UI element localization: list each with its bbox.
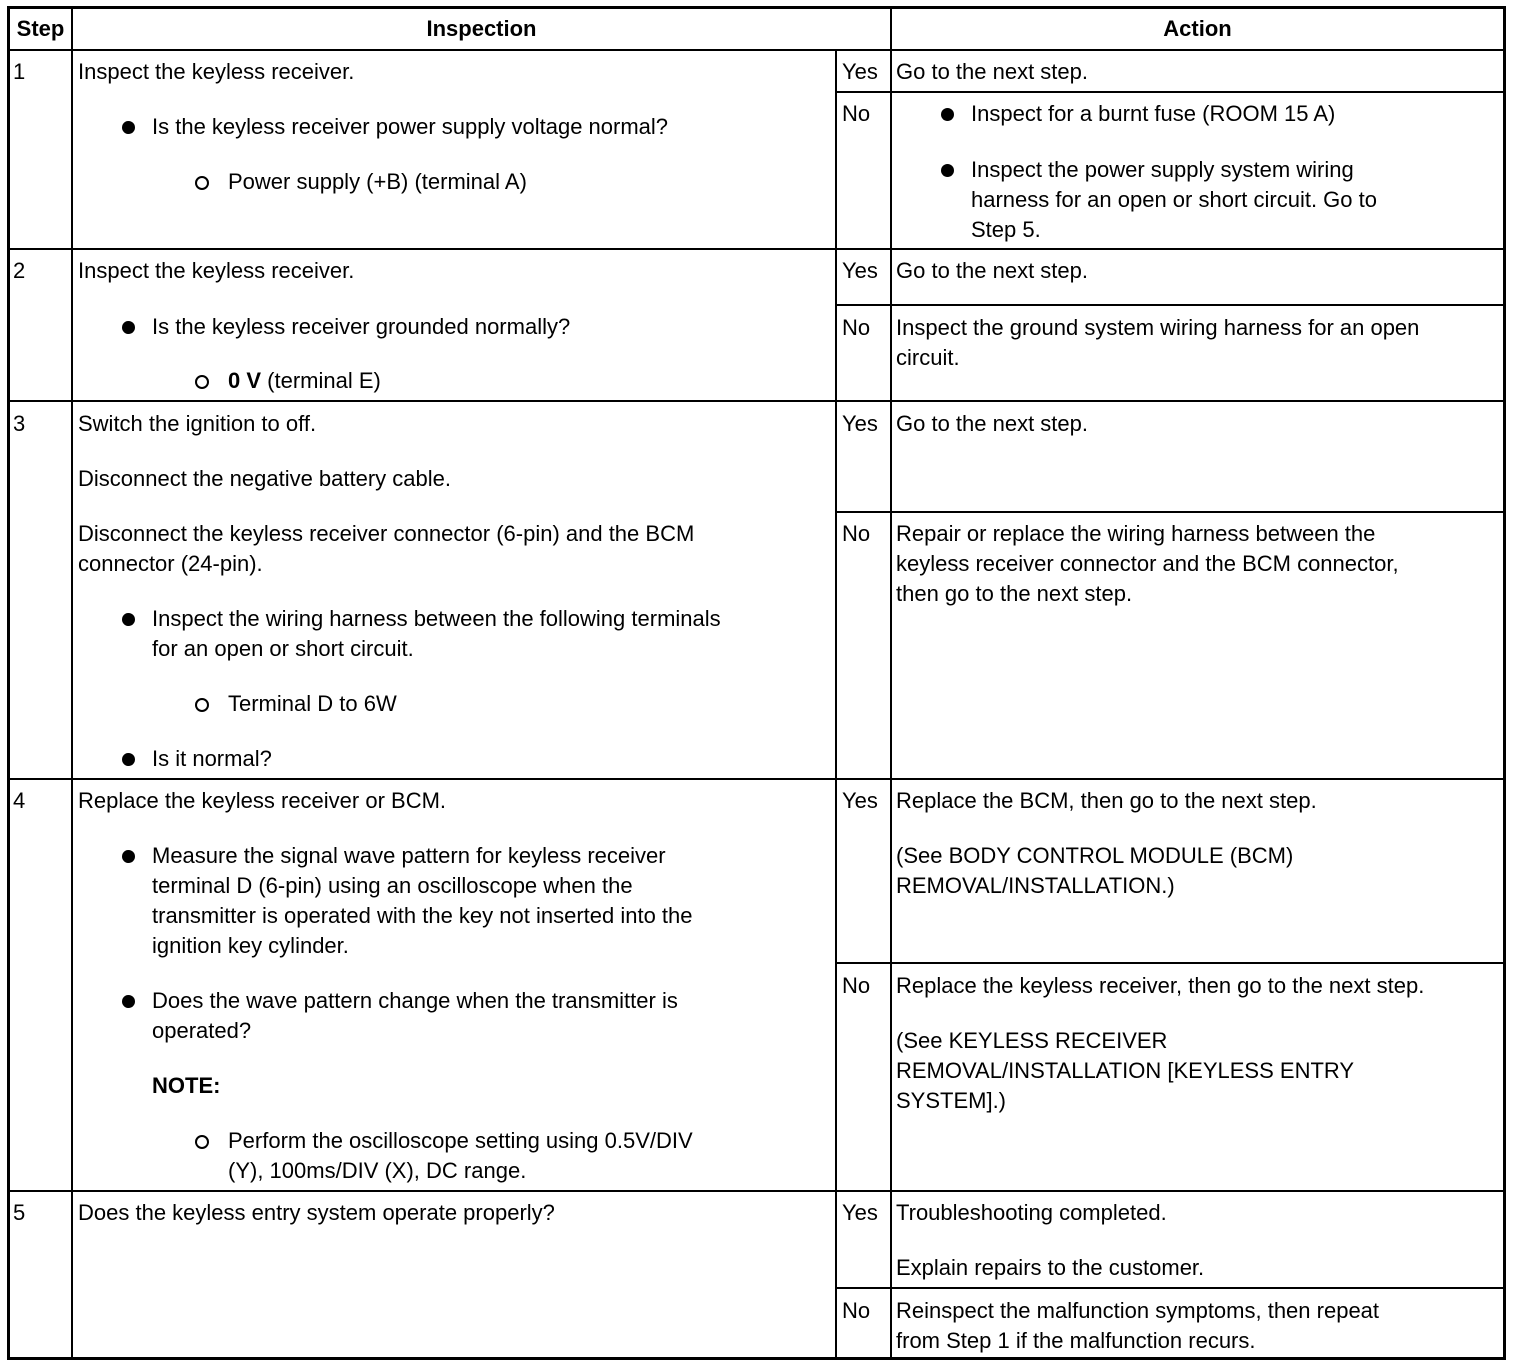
column-divider-yes-no xyxy=(835,49,837,1357)
reference-line: REMOVAL/INSTALLATION [KEYLESS ENTRY xyxy=(896,1058,1355,1083)
inspection-line: Perform the oscilloscope setting using 0.5V/DIV xyxy=(228,1128,693,1153)
no-action-line: from Step 1 if the malfunction recurs. xyxy=(896,1328,1256,1353)
inspection-bullet xyxy=(152,604,721,664)
row-divider xyxy=(10,1190,1503,1192)
no-action xyxy=(896,519,1399,609)
no-action xyxy=(896,1296,1379,1356)
row-divider xyxy=(10,778,1503,780)
no-action: Replace the keyless receiver, then go to the next step. xyxy=(896,973,1425,998)
inspection-line: Does the wave pattern change when the transmitter is xyxy=(152,988,678,1013)
inspection-text: Replace the keyless receiver or BCM. xyxy=(78,788,447,813)
step-number: 3 xyxy=(13,411,26,436)
inspection-bullet: Is it normal? xyxy=(152,744,272,774)
step-number: 5 xyxy=(13,1200,26,1225)
no-action-line: harness for an open or short circuit. Go to xyxy=(971,187,1377,212)
inspection-line: (Y), 100ms/DIV (X), DC range. xyxy=(228,1158,527,1183)
no-action-line: keyless receiver connector and the BCM connector, xyxy=(896,551,1399,576)
yes-no-divider xyxy=(835,511,1503,513)
no-action-bullet xyxy=(971,155,1377,245)
header-action: Action xyxy=(1163,16,1232,41)
inspection-text: Does the keyless entry system operate properly? xyxy=(78,1200,555,1225)
reference-line: (See KEYLESS RECEIVER xyxy=(896,1028,1168,1053)
no-action-line: Inspect the power supply system wiring xyxy=(971,157,1354,182)
no-action-line: then go to the next step. xyxy=(896,581,1133,606)
yes-label: Yes xyxy=(842,788,878,813)
step-number: 4 xyxy=(13,788,26,813)
yes-no-divider xyxy=(835,1287,1503,1289)
inspection-text: Inspect the keyless receiver. xyxy=(78,258,355,283)
inspection-sub-item: Terminal D to 6W xyxy=(228,689,397,719)
no-action-line: Reinspect the malfunction symptoms, then repeat xyxy=(896,1298,1380,1323)
no-action-line: Step 5. xyxy=(971,217,1041,242)
terminal-text: (terminal E) xyxy=(261,368,381,393)
yes-action: Go to the next step. xyxy=(896,258,1089,283)
yes-label: Yes xyxy=(842,411,878,436)
yes-label: Yes xyxy=(842,1200,878,1225)
reference-line: (See BODY CONTROL MODULE (BCM) xyxy=(896,843,1294,868)
step-number: 2 xyxy=(13,258,26,283)
inspection-line: connector (24-pin). xyxy=(78,551,263,576)
yes-label: Yes xyxy=(842,59,878,84)
inspection-sub-item xyxy=(228,1126,693,1186)
inspection-text: Disconnect the negative battery cable. xyxy=(78,466,452,491)
column-divider-action xyxy=(890,9,892,1357)
yes-label: Yes xyxy=(842,258,878,283)
inspection-line: for an open or short circuit. xyxy=(152,636,414,661)
row-divider xyxy=(10,400,1503,402)
inspection-bullet xyxy=(152,986,678,1046)
inspection-line: transmitter is operated with the key not inserted into the xyxy=(152,903,693,928)
no-label: No xyxy=(842,315,871,340)
no-reference xyxy=(896,1026,1354,1116)
yes-reference xyxy=(896,841,1293,901)
inspection-line: ignition key cylinder. xyxy=(152,933,349,958)
yes-action: Go to the next step. xyxy=(896,59,1089,84)
header-inspection: Inspection xyxy=(426,16,537,41)
no-label: No xyxy=(842,521,871,546)
no-action-bullet: Inspect for a burnt fuse (ROOM 15 A) xyxy=(971,99,1335,129)
no-action-line: Inspect the ground system wiring harness for an open xyxy=(896,315,1420,340)
inspection-sub-item xyxy=(228,366,381,396)
yes-action: Replace the BCM, then go to the next step. xyxy=(896,788,1317,813)
note-label: NOTE: xyxy=(152,1073,221,1098)
troubleshooting-table xyxy=(7,6,1506,1360)
inspection-bullet: Is the keyless receiver grounded normally? xyxy=(152,312,570,342)
inspection-line: Disconnect the keyless receiver connector (6-pin) and the BCM xyxy=(78,521,695,546)
inspection-line: Inspect the wiring harness between the following terminals xyxy=(152,606,721,631)
no-action xyxy=(896,313,1419,373)
yes-action-note: Explain repairs to the customer. xyxy=(896,1255,1205,1280)
no-action-line: circuit. xyxy=(896,345,960,370)
inspection-line: Measure the signal wave pattern for keyless receiver xyxy=(152,843,666,868)
yes-no-divider xyxy=(835,91,1503,93)
inspection-text: Inspect the keyless receiver. xyxy=(78,59,355,84)
reference-line: REMOVAL/INSTALLATION.) xyxy=(896,873,1175,898)
inspection-line: operated? xyxy=(152,1018,252,1043)
no-label: No xyxy=(842,1298,871,1323)
inspection-sub-item: Power supply (+B) (terminal A) xyxy=(228,167,527,197)
no-label: No xyxy=(842,101,871,126)
yes-no-divider xyxy=(835,962,1503,964)
step-number: 1 xyxy=(13,59,26,84)
inspection-text: Switch the ignition to off. xyxy=(78,411,317,436)
inspection-bullet xyxy=(152,841,693,961)
header-step: Step xyxy=(16,16,65,41)
inspection-line: terminal D (6-pin) using an oscilloscope when the xyxy=(152,873,633,898)
header-divider xyxy=(10,49,1503,51)
inspection-bullet: Is the keyless receiver power supply voltage normal? xyxy=(152,112,668,142)
column-divider-step xyxy=(71,9,73,1357)
voltage-value: 0 V xyxy=(228,368,262,393)
reference-line: SYSTEM].) xyxy=(896,1088,1007,1113)
yes-no-divider xyxy=(835,304,1503,306)
no-label: No xyxy=(842,973,871,998)
row-divider xyxy=(10,248,1503,250)
inspection-text xyxy=(78,519,694,579)
yes-action: Troubleshooting completed. xyxy=(896,1200,1167,1225)
yes-action: Go to the next step. xyxy=(896,411,1089,436)
no-action-line: Repair or replace the wiring harness between the xyxy=(896,521,1376,546)
